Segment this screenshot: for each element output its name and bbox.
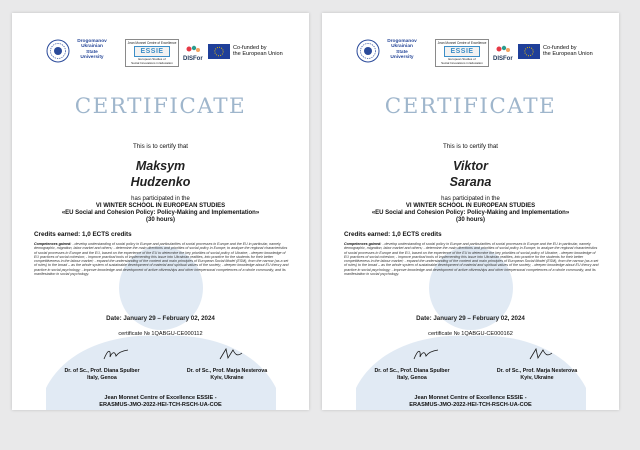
certificate-footer: Jean Monnet Centre of Excellence ESSIE - ERASMUS-JMO-2022-HEI-TCH-RSCH-UA-COE bbox=[99, 395, 222, 408]
university-seal-icon bbox=[356, 39, 380, 63]
signer-2: Dr. of Sc., Prof. Marja Nesterova Kyiv, Ukraine bbox=[186, 368, 268, 381]
certify-text: This is to certify that bbox=[442, 143, 499, 150]
signature-2 bbox=[217, 346, 245, 362]
disfor-logo-icon bbox=[182, 45, 204, 65]
signer-2: Dr. of Sc., Prof. Marja Nesterova Kyiv, Ukraine bbox=[496, 368, 578, 381]
event-details: has participated in the VI WINTER SCHOOL IN EUROPEAN STUDIES «EU Social and Cohesion Policy: Policy-Making and Implementation» (30 hours) bbox=[371, 196, 570, 223]
university-name: Drogomanov Ukrainian State University bbox=[77, 39, 107, 60]
eu-funding-text: Co-funded by the European Union bbox=[233, 45, 283, 58]
certificate-footer: Jean Monnet Centre of Excellence ESSIE - ERASMUS-JMO-2022-HEI-TCH-RSCH-UA-COE bbox=[409, 395, 532, 408]
certificate-card bbox=[322, 13, 619, 410]
svg-text:DISFor: DISFor bbox=[183, 56, 203, 62]
certificate-title: CERTIFICATE bbox=[384, 94, 557, 119]
signature-1 bbox=[102, 347, 130, 363]
university-seal-icon bbox=[46, 39, 70, 63]
certificate-number: certificate № 1QABGU-CE000112 bbox=[118, 331, 203, 337]
logo-bar bbox=[356, 39, 599, 71]
event-details: has participated in the VI WINTER SCHOOL IN EUROPEAN STUDIES «EU Social and Cohesion Policy: Policy-Making and Implementation» (30 hours) bbox=[61, 196, 260, 223]
university-name: Drogomanov Ukrainian State University bbox=[387, 39, 417, 60]
svg-text:DISFor: DISFor bbox=[493, 56, 513, 62]
signature-2 bbox=[527, 346, 555, 362]
essie-logo: Jean Monnet Centre of Excellence ESSIE European Studies of Social Innovations in Education bbox=[125, 39, 179, 67]
certify-text: This is to certify that bbox=[132, 143, 189, 150]
competences-text: Competences gained: - develop understanding of social policy in Europe and particularities of social processes in Europe and the EU in particular, namely demographic, migration, labor market and others; - determine the main directions and priorities of social policy in Europe; to analyze the regional characteristics of social processes in Europe and the EU, based on the experience of the EU to determine the key priorities of social policy of Ukraine; - deepen knowledge of EU practices of social cohesion; - improve practical tools of implementing this issue into Ukrainian realities, into practice for the students for their better competitiveness in the labour market; - expand the understanding of the content and main principles of European Social Model (ESM), from the narrow (as a set of rules) to the broad – as the whole system of sustainable development of material and spiritual values of the society; - deepen knowledge about EU theory and practice in social psychology; - improve knowledge and development of active citizenships and other interpersonal competences of a whole community, and its manifestation in social psychology. bbox=[344, 242, 599, 277]
certificate-title: CERTIFICATE bbox=[74, 94, 247, 119]
certificate-card bbox=[12, 13, 309, 410]
eu-funding-text: Co-funded by the European Union bbox=[543, 45, 593, 58]
signer-1: Dr. of Sc., Prof. Diana Spulber Italy, Genoa bbox=[64, 368, 140, 381]
eu-flag-icon bbox=[208, 44, 230, 59]
logo-bar bbox=[46, 39, 289, 71]
essie-logo: Jean Monnet Centre of Excellence ESSIE European Studies of Social Innovations in Education bbox=[435, 39, 489, 67]
eu-flag-icon bbox=[518, 44, 540, 59]
signer-1: Dr. of Sc., Prof. Diana Spulber Italy, Genoa bbox=[374, 368, 450, 381]
disfor-logo-icon bbox=[492, 45, 514, 65]
credits-earned: Credits earned: 1,0 ECTS credits bbox=[34, 231, 132, 238]
competences-text: Competences gained: - develop understanding of social policy in Europe and particularities of social processes in Europe and the EU in particular, namely demographic, migration, labor market and others; - determine the main directions and priorities of social policy in Europe; to analyze the regional characteristics of social processes in Europe and the EU, based on the experience of the EU to determine the key priorities of social policy of Ukraine; - deepen knowledge of EU practices of social cohesion; - improve practical tools of implementing this issue into Ukrainian realities, into practice for the students for their better competitiveness in the labour market; - expand the understanding of the content and main principles of European Social Model (ESM), from the narrow (as a set of rules) to the broad – as the whole system of sustainable development of material and spiritual values of the society; - deepen knowledge about EU theory and practice in social psychology; - improve knowledge and development of active citizenships and other interpersonal competences of a whole community, and its manifestation in social psychology. bbox=[34, 242, 289, 277]
recipient-first-name: Viktor bbox=[453, 159, 488, 173]
credits-earned: Credits earned: 1,0 ECTS credits bbox=[344, 231, 442, 238]
signature-1 bbox=[412, 347, 440, 363]
recipient-last-name: Hudzenko bbox=[130, 175, 191, 189]
event-date: Date: January 29 – February 02, 2024 bbox=[416, 315, 525, 322]
recipient-last-name: Sarana bbox=[449, 175, 492, 189]
event-date: Date: January 29 – February 02, 2024 bbox=[106, 315, 215, 322]
recipient-first-name: Maksym bbox=[135, 159, 186, 173]
certificate-number: certificate № 1QABGU-CE000162 bbox=[428, 331, 513, 337]
